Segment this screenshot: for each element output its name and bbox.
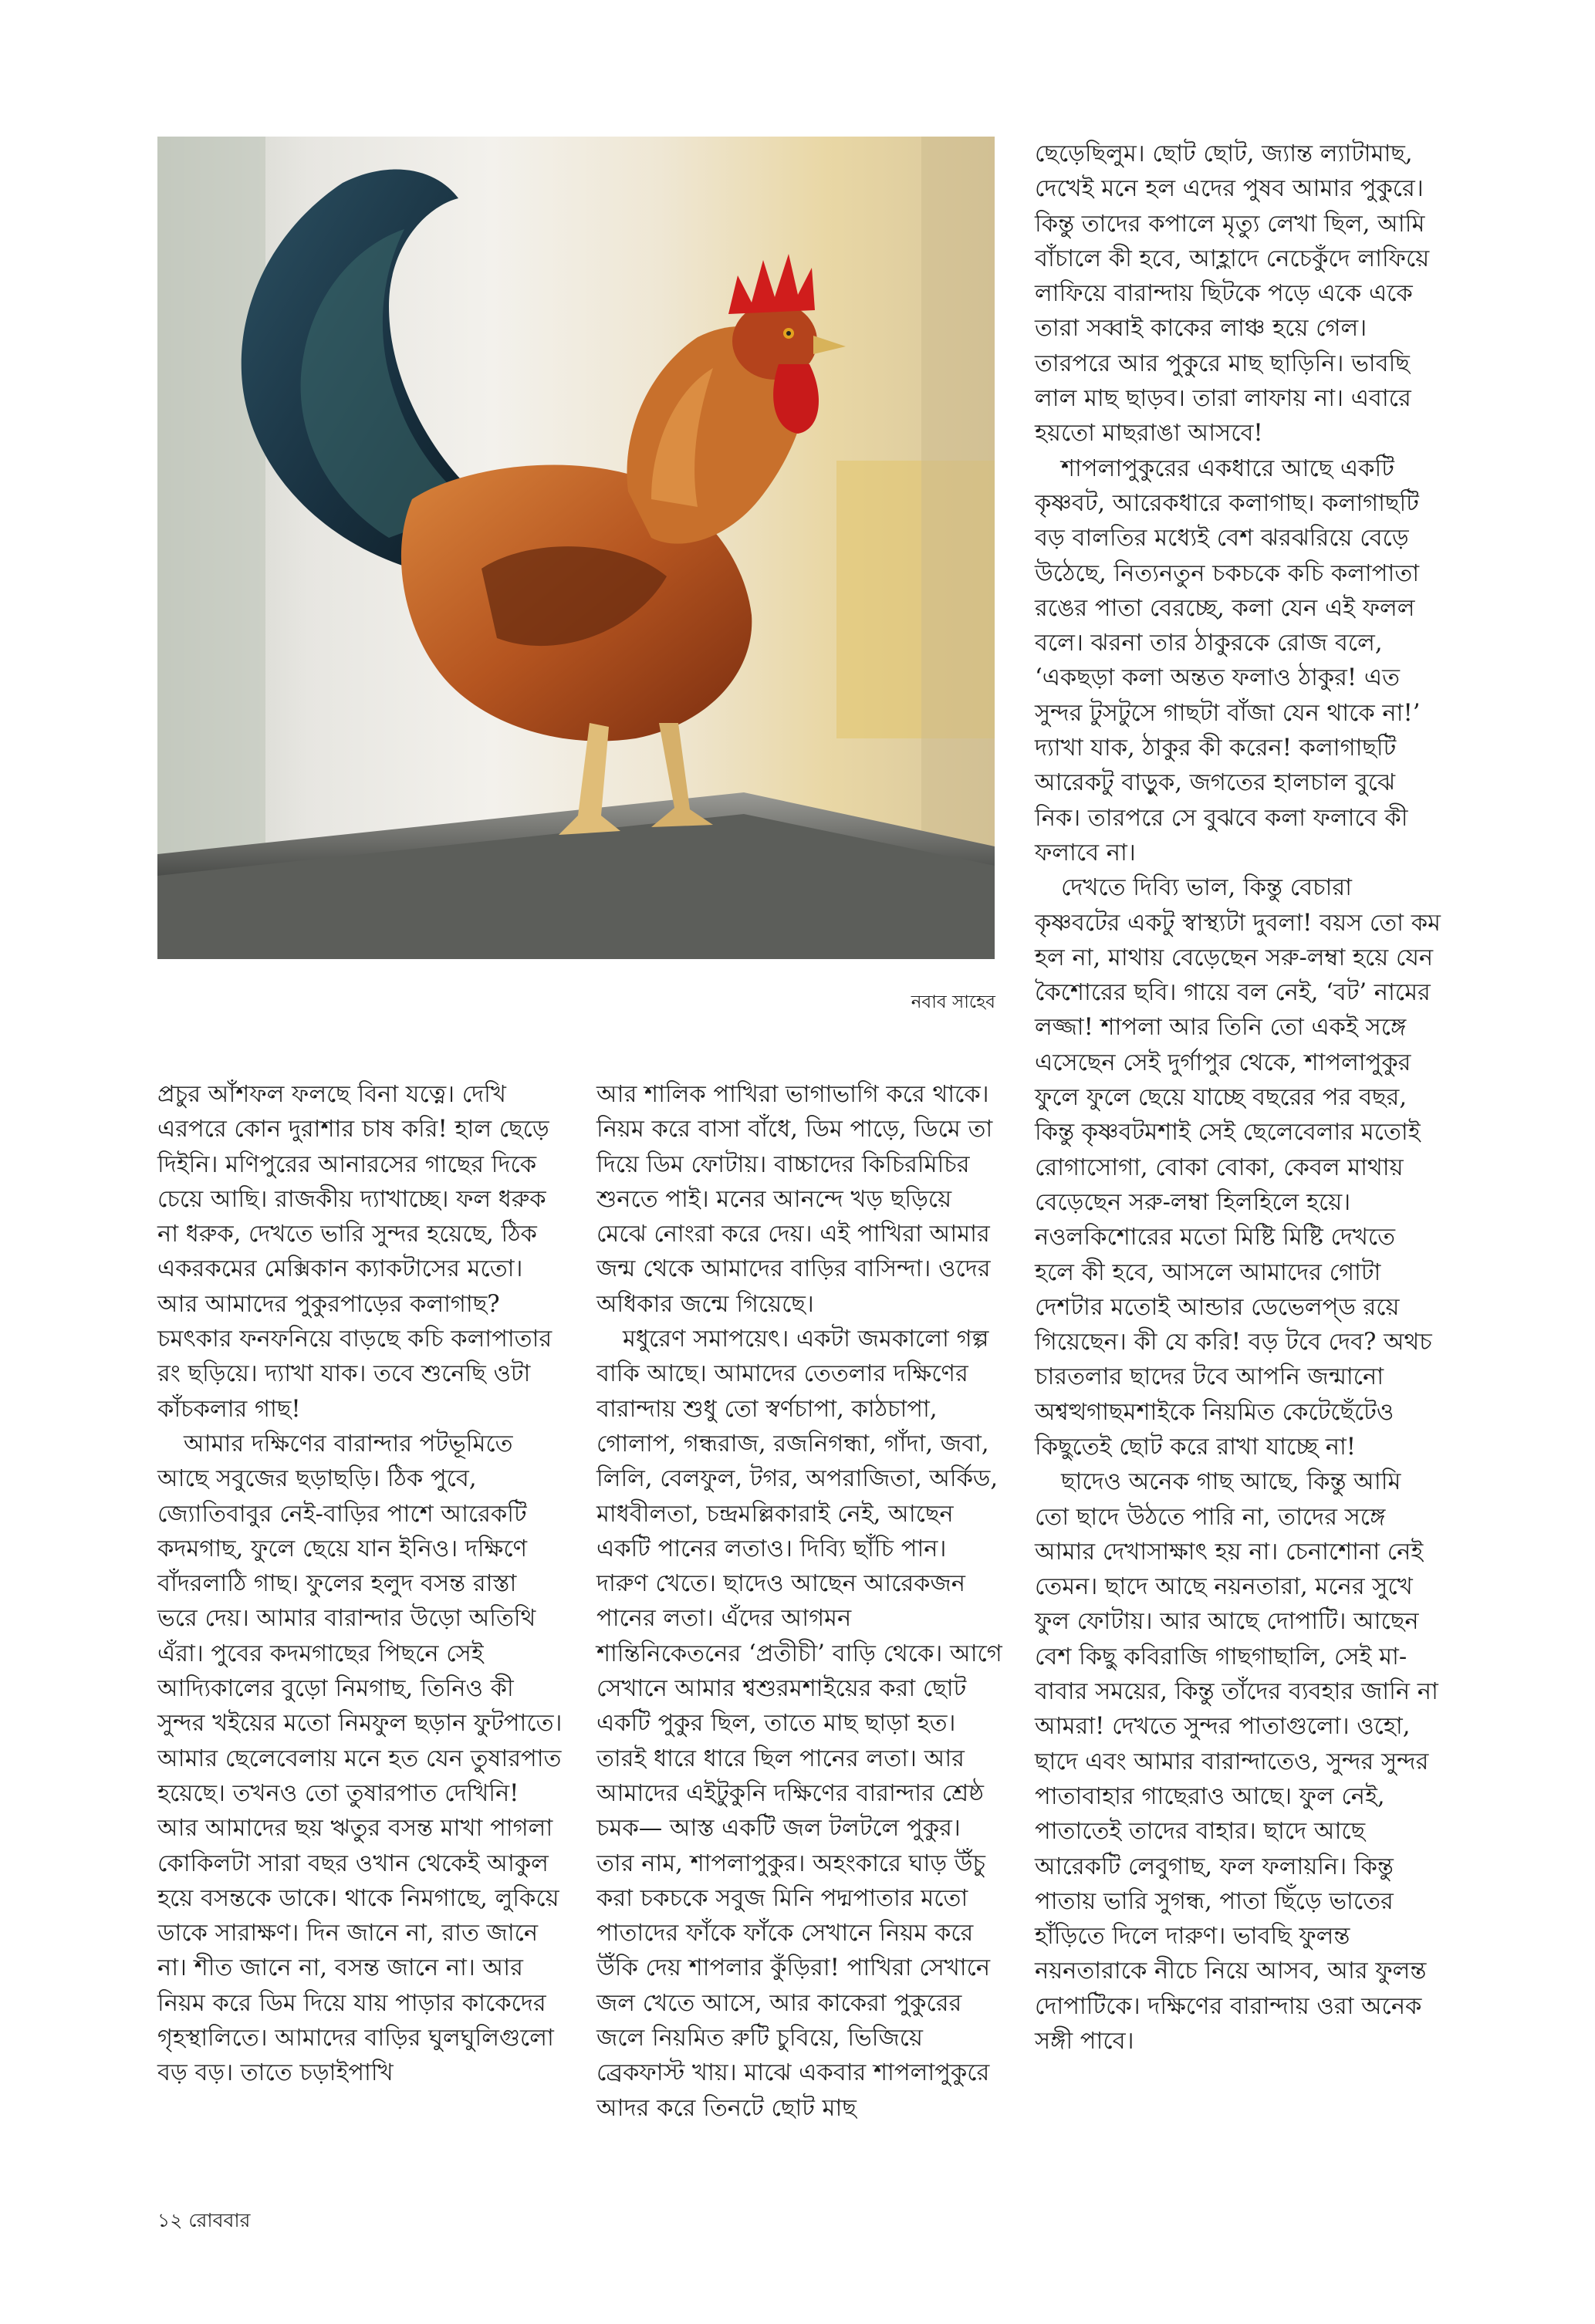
rooster-illustration [157,137,995,959]
article-paragraph: আমার দক্ষিণের বারান্দার পটভূমিতে আছে সবুজের ছড়াছড়ি। ঠিক পুবে, জ্যোতিবাবুর নেই-বাড়ির পাশে আরেকটি কদমগাছ, ফুলে ছেয়ে যান ইনিও। দক্ষিণে বাঁদরলাঠি গাছ। ফুলের হলুদ বসন্ত রাস্তা ভরে দেয়। আমার বারান্দার উড়ো অতিথি এঁরা। পুবের কদমগাছের পিছনে সেই আদ্যিকালের বুড়ো নিমগাছ, তিনিও কী সুন্দর খইয়ের মতো নিমফুল ছড়ান ফুটপাতে। আমার ছেলেবেলায় মনে হত যেন তুষারপাত হয়েছে। তখনও তো তুষারপাত দেখিনি! আর আমাদের ছয় ঋতুর বসন্ত মাখা পাগলা কোকিলটা সারা বছর ওখান থেকেই আকুল হয়ে বসন্তকে ডাকে। থাকে নিমগাছে, লুকিয়ে ডাকে সারাক্ষণ। দিন জানে না, রাত জানে না। শীত জানে না, বসন্ত জানে না। আর নিয়ম করে ডিম দিয়ে যায় পাড়ার কাকেদের গৃহস্থালিতে। আমাদের বাড়ির ঘুলঘুলিগুলো বড় বড়। তাতে চড়াইপাখি [157,1430,563,2087]
rooster-photo [157,137,995,959]
article-column-2 [596,1077,1002,2126]
article-paragraph: ছাদেও অনেক গাছ আছে, কিন্তু আমি তো ছাদে উঠতে পারি না, তাদের সঙ্গে আমার দেখাসাক্ষাৎ হয় না। চেনাশোনা নেই তেমন। ছাদে আছে নয়নতারা, মনের সুখে ফুল ফোটায়। আর আছে দোপাটি। আছেন বেশ কিছু কবিরাজি গাছগাছালি, সেই মা-বাবার সময়ের, কিন্তু তাঁদের ব্যবহার জানি না আমরা! দেখতে সুন্দর পাতাগুলো। ওহো, ছাদে এবং আমার বারান্দাতেও, সুন্দর সুন্দর পাতাবাহার গাছেরাও আছে। ফুল নেই, পাতাতেই তাদের বাহার। ছাদে আছে আরেকটি লেবুগাছ, ফল ফলায়নি। কিন্তু পাতায় ভারি সুগন্ধ, পাতা ছিঁড়ে ভাতের হাঁড়িতে দিলে দারুণ। ভাবছি ফুলন্ত নয়নতারাকে নীচে নিয়ে আসব, আর ফুলন্ত দোপাটিকে। দক্ষিণের বারান্দায় ওরা অনেক সঙ্গী পাবে। [1035,1468,1438,2055]
article-column-1 [157,1077,563,2091]
page-folio: ১২ রোববার [157,2209,251,2231]
article-paragraph: আর শালিক পাখিরা ভাগাভাগি করে থাকে। নিয়ম করে বাসা বাঁধে, ডিম পাড়ে, ডিমে তা দিয়ে ডিম ফোটায়। বাচ্চাদের কিচিরমিচির শুনতে পাই। মনের আনন্দে খড় ছড়িয়ে মেঝে নোংরা করে দেয়। এই পাখিরা আমার জন্ম থেকে আমাদের বাড়ির বাসিন্দা। ওদের অধিকার জন্মে গিয়েছে। [596,1081,993,1318]
article-paragraph: শাপলাপুকুরের একধারে আছে একটি কৃষ্ণবট, আরেকধারে কলাগাছ। কলাগাছটি বড় বালতির মধ্যেই বেশ ঝরঝরিয়ে বেড়ে উঠেছে, নিত্যনতুন চকচকে কচি কলাপাতা রঙের পাতা বেরচ্ছে, কলা যেন এই ফলল বলে। ঝরনা তার ঠাকুরকে রোজ বলে, ‘একছড়া কলা অন্তত ফলাও ঠাকুর! এত সুন্দর টুসটুসে গাছটা বাঁজা যেন থাকে না!’ দ্যাখা যাক, ঠাকুর কী করেন! কলাগাছটি আরেকটু বাড়ুক, জগতের হালচাল বুঝে নিক। তারপরে সে বুঝবে কলা ফলাবে কী ফলাবে না। [1035,454,1421,866]
article-paragraph: প্রচুর আঁশফল ফলছে বিনা যত্নে। দেখি এরপরে কোন দুরাশার চাষ করি! হাল ছেড়ে দিইনি। মণিপুরের আনারসের গাছের দিকে চেয়ে আছি। রাজকীয় দ্যাখাচ্ছে। ফল ধরুক না ধরুক, দেখতে ভারি সুন্দর হয়েছে, ঠিক একরকমের মেক্সিকান ক্যাকটাসের মতো। আর আমাদের পুকুরপাড়ের কলাগাছ? চমৎকার ফনফনিয়ে বাড়ছে কচি কলাপাতার রং ছড়িয়ে। দ্যাখা যাক। তবে শুনেছি ওটা কাঁচকলার গাছ! [157,1081,553,1423]
article-paragraph: মধুরেণ সমাপয়েৎ। একটা জমকালো গল্প বাকি আছে। আমাদের তেতলার দক্ষিণের বারান্দায় শুধু তো স্বর্ণচাপা, কাঠচাপা, গোলাপ, গন্ধরাজ, রজনিগন্ধা, গাঁদা, জবা, লিলি, বেলফুল, টগর, অপরাজিতা, অর্কিড, মাধবীলতা, চন্দ্রমল্লিকারাই নেই, আছেন একটি পানের লতাও। দিব্যি ছাঁচি পান। দারুণ খেতে। ছাদেও আছেন আরেকজন পানের লতা। এঁদের আগমন শান্তিনিকেতনের ‘প্রতীচী’ বাড়ি থেকে। আগে সেখানে আমার শ্বশুরমশাইয়ের করা ছোট একটি পুকুর ছিল, তাতে মাছ ছাড়া হত। তারই ধারে ধারে ছিল পানের লতা। আর আমাদের এইটুকুনি দক্ষিণের বারান্দার শ্রেষ্ঠ চমক— আস্ত একটি জল টলটলে পুকুর। তার নাম, শাপলাপুকুর। অহংকারে ঘাড় উঁচু করা চকচকে সবুজ মিনি পদ্মপাতার মতো পাতাদের ফাঁকে ফাঁকে সেখানে নিয়ম করে উঁকি দেয় শাপলার কুঁড়িরা! পাখিরা সেখানে জল খেতে আসে, আর কাকেরা পুকুরের জলে নিয়মিত রুটি চুবিয়ে, ভিজিয়ে ব্রেকফাস্ট খায়। মাঝে একবার শাপলাপুকুরে আদর করে তিনটে ছোট মাছ [596,1326,1002,2122]
article-paragraph: দেখতে দিব্যি ভাল, কিন্তু বেচারা কৃষ্ণবটের একটু স্বাস্থ্যটা দুবলা! বয়স তো কম হল না, মাথায় বেড়েছেন সরু-লম্বা হয়ে যেন কৈশোরের ছবি। গায়ে বল নেই, ‘বট’ নামের লজ্জা! শাপলা আর তিনি তো একই সঙ্গে এসেছেন সেই দুর্গাপুর থেকে, শাপলাপুকুর ফুলে ফুলে ছেয়ে যাচ্ছে বছরের পর বছর, কিন্তু কৃষ্ণবটমশাই সেই ছেলেবেলার মতোই রোগাসোগা, বোকা বোকা, কেবল মাথায় বেড়েছেন সরু-লম্বা হিলহিলে হয়ে। নওলকিশোরের মতো মিষ্টি মিষ্টি দেখতে হলে কী হবে, আসলে আমাদের গোটা দেশটার মতোই আন্ডার ডেভেলপ্ড রয়ে গিয়েছেন। কী যে করি! বড় টবে দেব? অথচ চারতলার ছাদের টবে আপনি জন্মানো অশ্বত্থগাছমশাইকে নিয়মিত কেটেছেঁটেও কিছুতেই ছোট করে রাখা যাচ্ছে না! [1035,874,1441,1461]
article-column-3 [1035,137,1441,2059]
photo-caption: নবাব সাহেব [911,992,995,1012]
article-paragraph: ছেড়েছিলুম। ছোট ছোট, জ্যান্ত ল্যাটামাছ, দেখেই মনে হল এদের পুষব আমার পুকুরে। কিন্তু তাদের কপালে মৃত্যু লেখা ছিল, আমি বাঁচালে কী হবে, আহ্লাদে নেচেকুঁদে লাফিয়ে লাফিয়ে বারান্দায় ছিটকে পড়ে একে একে তারা সব্বাই কাকের লাঞ্চ হয়ে গেল। তারপরে আর পুকুরে মাছ ছাড়িনি। ভাবছি লাল মাছ ছাড়ব। তারা লাফায় না। এবারে হয়তো মাছরাঙা আসবে! [1035,140,1430,448]
